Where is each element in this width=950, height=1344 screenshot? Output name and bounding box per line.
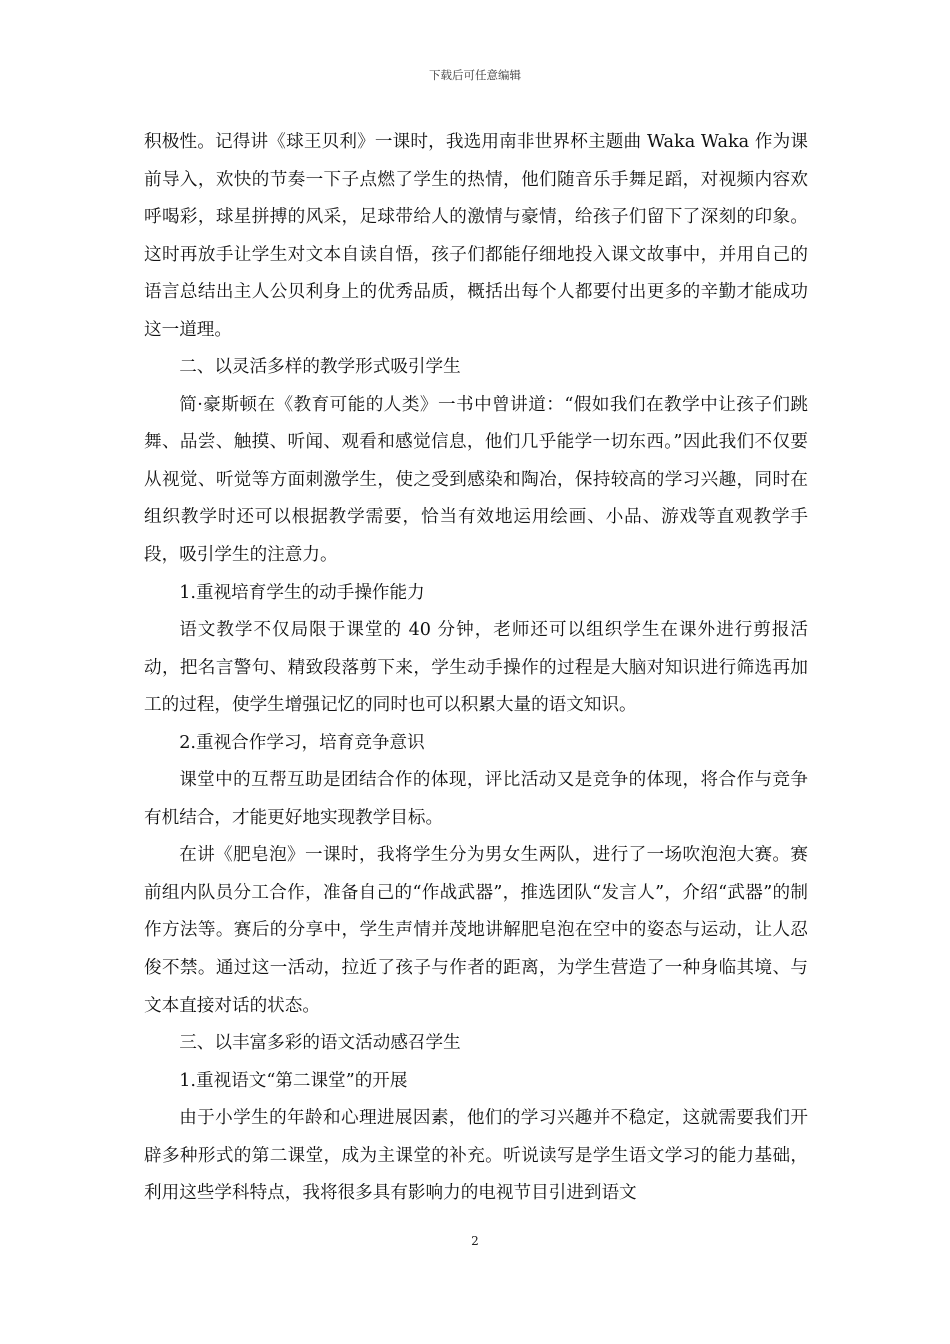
paragraph-1: 积极性。记得讲《球王贝利》一课时，我选用南非世界杯主题曲 Waka Waka 作为课前导入，欢快的节奏一下子点燃了学生的热情，他们随音乐手舞足蹈，对视频内容欢呼喝彩，球星拼搏的风采，足球带给人的激情与豪情，给孩子们留下了深刻的印象。这时再放手让学生对文本自读自悟，孩子们都能仔细地投入课文故事中，并用自己的语言总结出主人公贝利身上的优秀品质，概括出每个人都要付出更多的辛勤才能成功这一道理。 <box>144 132 808 340</box>
section-heading-3: 三、以丰富多彩的语文活动感召学生 <box>179 1033 461 1054</box>
section-heading-2: 二、以灵活多样的教学形式吸引学生 <box>179 357 461 378</box>
paragraph-8: 在讲《肥皂泡》一课时，我将学生分为男女生两队，进行了一场吹泡泡大赛。赛前组内队员分工合作，准备自己的“作战武器”，推选团队“发言人”，介绍“武器”的制作方法等。赛后的分享中，学生声情并茂地讲解肥皂泡在空中的姿态与运动，让人忍俊不禁。通过这一活动，拉近了孩子与作者的距离，为学生营造了一种身临其境、与文本直接对话的状态。 <box>144 845 808 1016</box>
paragraph-3: 简·豪斯顿在《教育可能的人类》一书中曾讲道：“假如我们在教学中让孩子们跳舞、品尝、触摸、听闻、观看和感觉信息，他们几乎能学一切东西。”因此我们不仅要从视觉、听觉等方面刺激学生，使之受到感染和陶冶，保持较高的学习兴趣，同时在组织教学时还可以根据教学需要，恰当有效地运用绘画、小品、游戏等直观教学手段，吸引学生的注意力。 <box>144 394 808 566</box>
paragraph-11: 由于小学生的年龄和心理进展因素，他们的学习兴趣并不稳定，这就需要我们开辟多种形式的第二课堂，成为主课堂的补充。听说读写是学生语文学习的能力基础，利用这些学科特点，我将很多具有影响力的电视节目引进到语文 <box>144 1108 808 1204</box>
subheading-2-2: 2.重视合作学习，培育竞争意识 <box>179 732 425 753</box>
paragraph-5: 语文教学不仅局限于课堂的 40 分钟，老师还可以组织学生在课外进行剪报活动，把名言警句、精致段落剪下来，学生动手操作的过程是大脑对知识进行筛选再加工的过程，使学生增强记忆的同时也可以积累大量的语文知识。 <box>144 620 808 716</box>
document-body <box>144 124 808 1213</box>
subheading-2-1: 1.重视培育学生的动手操作能力 <box>179 582 425 603</box>
page-number: 2 <box>471 1234 479 1248</box>
subheading-3-1: 1.重视语文“第二课堂”的开展 <box>179 1070 408 1091</box>
paragraph-7: 课堂中的互帮互助是团结合作的体现，评比活动又是竞争的体现，将合作与竞争有机结合，才能更好地实现教学目标。 <box>144 770 808 828</box>
page-header: 下载后可任意编辑 <box>429 68 521 82</box>
